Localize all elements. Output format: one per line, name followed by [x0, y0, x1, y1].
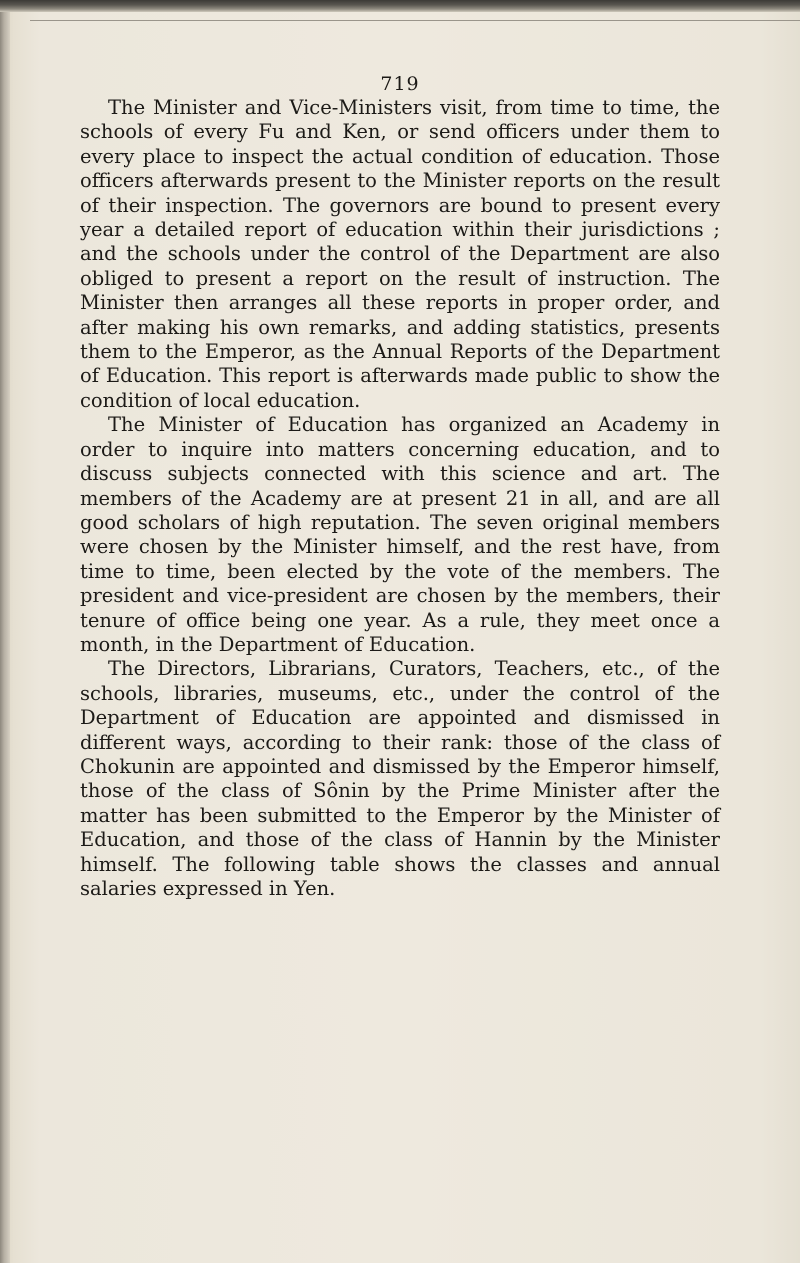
scan-left-border: [0, 12, 10, 1263]
page-top-rule: [30, 20, 800, 21]
body-text: [80, 96, 720, 901]
paragraph-inspection-reports: The Minister and Vice-Ministers visit, from time to time, the schools of every Fu and Ken, or send officers under them to every place to inspect the actual condition of education. Those officers afterwards present to the Minister reports on the result of their inspection. The governors are bound to present every year a detailed report of education within their jurisdictions ; and the schools under the control of the Department are also obliged to present a report on the result of instruction. The Minister then arranges all these reports in proper order, and after making his own remarks, and adding statistics, presents them to the Emperor, as the Annual Reports of the Department of Education. This report is afterwards made public to show the condition of local education.: [80, 96, 720, 412]
page-number: 719: [380, 73, 420, 95]
paragraph-academy: The Minister of Education has organized an Academy in order to inquire into matters concerning education, and to discuss subjects connected with this science and art. The members of the Academy are at present 21 in all, and are all good scholars of high reputation. The seven original members were chosen by the Minister himself, and the rest have, from time to time, been elected by the vote of the members. The president and vice-president are chosen by the members, their tenure of office being one year. As a rule, they meet once a month, in the Department of Education.: [80, 413, 720, 656]
scan-top-border: [0, 0, 800, 12]
paragraph-appointments: The Directors, Librarians, Curators, Teachers, etc., of the schools, libraries, museums, etc., under the control of the Department of Education are appointed and dismissed in different ways, according to their rank: those of the class of Chokunin are appointed and dismissed by the Emperor himself, those of the class of Sônin by the Prime Minister after the matter has been submitted to the Emperor by the Minister of Education, and those of the class of Hannin by the Minister himself. The following table shows the classes and annual salaries expressed in Yen.: [80, 657, 720, 900]
